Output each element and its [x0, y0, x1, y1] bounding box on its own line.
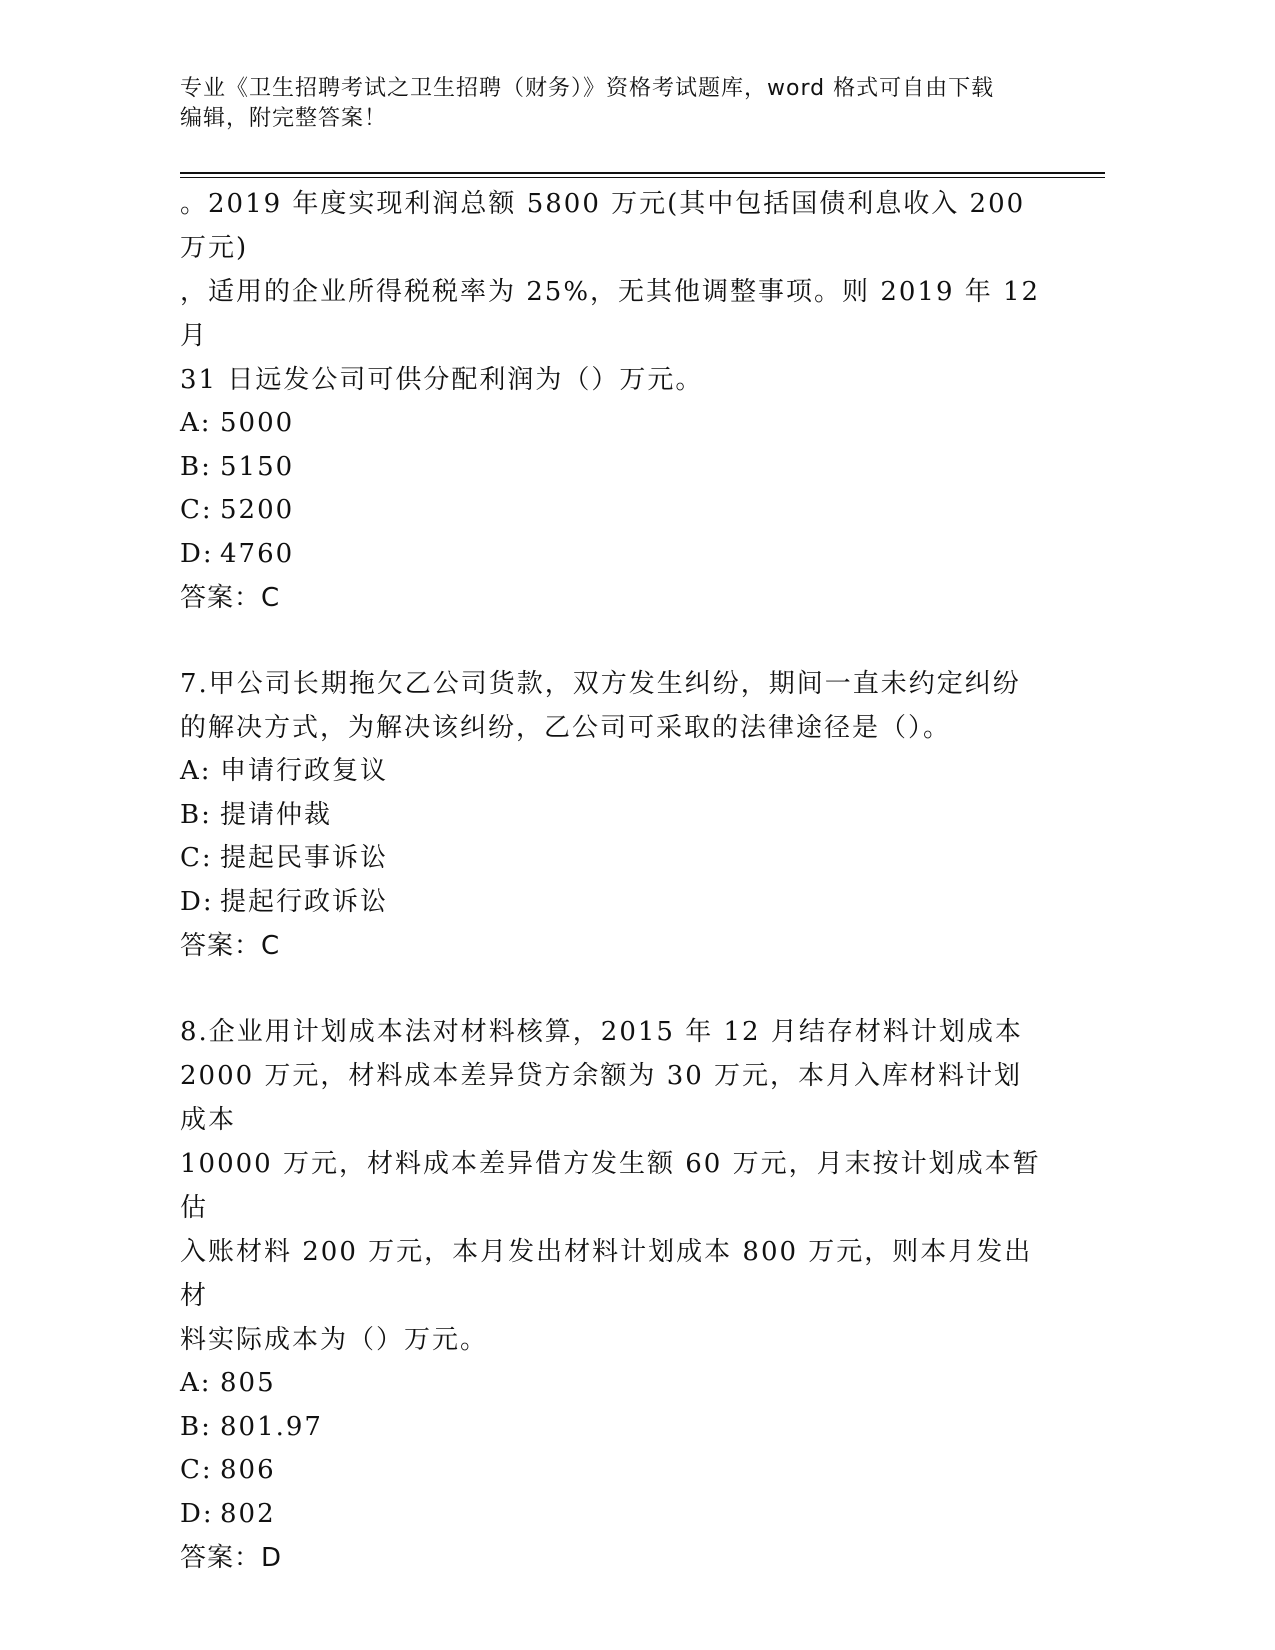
option-key: B:	[180, 451, 212, 482]
option-a	[180, 750, 1050, 794]
answer-line: 答案：C	[180, 583, 281, 613]
question-block	[180, 1010, 1050, 1580]
option-text: 801.97	[220, 1411, 323, 1442]
header-divider-thin	[180, 177, 1105, 178]
question-line: 8.企业用计划成本法对材料核算，2015 年 12 月结存材料计划成本	[180, 1017, 1023, 1047]
option-key: D:	[180, 886, 214, 917]
option-d	[180, 1493, 1050, 1537]
question-line: 。2019 年度实现利润总额 5800 万元(其中包括国债利息收入 200 万元)	[180, 189, 1026, 263]
answer-line: 答案：C	[180, 931, 281, 961]
option-key: C:	[180, 843, 213, 873]
answer-line: 答案：D	[180, 1543, 283, 1573]
question-line: 料实际成本为（）万元。	[180, 1325, 489, 1355]
option-b	[180, 1406, 1050, 1450]
option-b	[180, 794, 1050, 838]
question-line: 7.甲公司长期拖欠乙公司货款，双方发生纠纷，期间一直未约定纠纷	[180, 669, 1021, 699]
option-c	[180, 1449, 1050, 1493]
option-text: 806	[220, 1455, 276, 1485]
option-key: A:	[180, 408, 212, 438]
option-key: A:	[180, 1368, 212, 1398]
question-block	[180, 182, 1050, 620]
option-text: 802	[220, 1498, 276, 1529]
option-key: C:	[180, 1455, 213, 1485]
document-header	[180, 74, 1040, 134]
option-text: 805	[220, 1368, 276, 1398]
option-text: 提起行政诉讼	[220, 886, 389, 917]
option-text: 提请仲裁	[220, 799, 333, 830]
option-text: 4760	[220, 538, 295, 569]
option-d	[180, 881, 1050, 925]
option-b	[180, 446, 1050, 490]
option-text: 提起民事诉讼	[220, 843, 389, 873]
option-key: B:	[180, 799, 212, 830]
question-line: 31 日远发公司可供分配利润为（）万元。	[180, 365, 704, 395]
option-a	[180, 1362, 1050, 1406]
option-c	[180, 837, 1050, 881]
question-line: 的解决方式，为解决该纠纷，乙公司可采取的法律途径是（）。	[180, 713, 952, 743]
question-list	[180, 182, 1050, 1622]
option-text: 5000	[220, 408, 295, 438]
header-line-2: 编辑，附完整答案！	[180, 106, 388, 131]
option-a	[180, 402, 1050, 446]
option-key: D:	[180, 538, 214, 569]
option-text: 5200	[220, 495, 295, 525]
option-key: A:	[180, 756, 212, 786]
header-divider-thick	[180, 172, 1105, 174]
question-line: 2000 万元，材料成本差异贷方余额为 30 万元，本月入库材料计划成本	[180, 1061, 1023, 1135]
option-key: D:	[180, 1498, 214, 1529]
option-key: B:	[180, 1411, 212, 1442]
option-text: 申请行政复议	[220, 756, 389, 786]
option-d	[180, 533, 1050, 577]
header-line-1: 专业《卫生招聘考试之卫生招聘（财务）》资格考试题库，word 格式可自由下载	[180, 76, 995, 101]
question-line: 入账材料 200 万元，本月发出材料计划成本 800 万元，则本月发出材	[180, 1237, 1033, 1311]
option-key: C:	[180, 495, 213, 525]
question-line: 10000 万元，材料成本差异借方发生额 60 万元，月末按计划成本暂估	[180, 1149, 1041, 1223]
question-line: ，适用的企业所得税税率为 25%，无其他调整事项。则 2019 年 12 月	[180, 277, 1041, 351]
option-text: 5150	[220, 451, 295, 482]
question-block	[180, 662, 1050, 968]
option-c	[180, 489, 1050, 533]
